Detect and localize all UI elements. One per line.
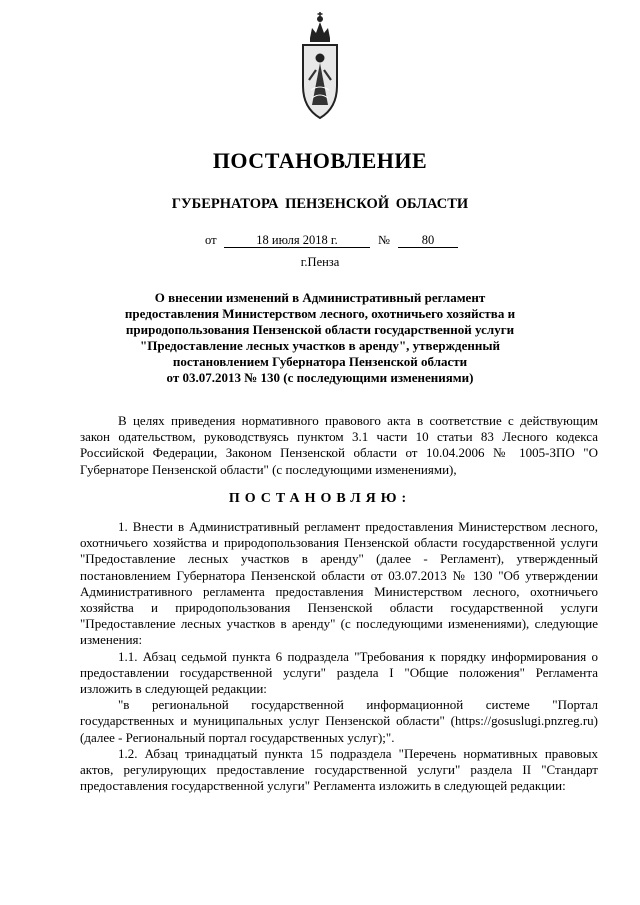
- paragraph: 1.2. Абзац тринадцатый пункта 15 подраздела "Перечень нормативных правовых актов, регулирующих предоставление государственной услуги" раздела II "Стандарт предоставления государственной услуги" Регламента изложить в следующей редакции:: [80, 745, 598, 794]
- paragraph: 1. Внести в Административный регламент предоставления Министерством лесного, охотничьего хозяйства и природопользования Пензенской области государственной услуги "Предоставление лесных участков в аренду" (далее - Регламент), утвержденный постановлением Губернатора Пензенской области от 03.07.2013 № 130 "Об утверждении Административного регламента предоставления Министерством лесного, охотничьего хозяйства и природопользования Пензенской области государственной услуги "Предоставление лесных участков в аренду" (с последующими изменениями), следующие изменения:: [80, 519, 598, 648]
- document-city: г.Пенза: [300, 255, 340, 269]
- heading-line: "Предоставление лесных участков в аренду", утвержденный: [140, 338, 500, 353]
- document-heading: [100, 290, 540, 386]
- document-number: 80: [398, 233, 458, 248]
- heading-line: О внесении изменений в Административный регламент: [154, 290, 486, 305]
- heading-line: предоставления Министерством лесного, охотничьего хозяйства и: [124, 306, 516, 321]
- number-prefix: №: [378, 233, 390, 247]
- document-title: ПОСТАНОВЛЕНИЕ: [212, 148, 428, 173]
- date-prefix: от: [205, 233, 217, 247]
- paragraph: 1.1. Абзац седьмой пункта 6 подраздела "Требования к порядку информирования о предоставлении государственной услуги" раздела I "Общие положения" Регламента изложить в следующей редакции:: [80, 648, 598, 697]
- heading-line: от 03.07.2013 № 130 (с последующими изменениями): [166, 370, 474, 385]
- date-number-line: [0, 233, 640, 249]
- heading-line: природопользования Пензенской области государственной услуги: [125, 322, 515, 337]
- preamble-paragraph: В целях приведения нормативного правового акта в соответствие с действующим закон одательством, руководствуясь пунктом 3.1 части 10 статьи 83 Лесного кодекса Российской Федерации, Законом Пензенской области от 10.04.2006 № 1005-ЗПО "О Губернаторе Пензенской области" (с последующими изменениями),: [80, 413, 598, 477]
- document-issuer: ГУБЕРНАТОРА ПЕНЗЕНСКОЙ ОБЛАСТИ: [171, 196, 469, 212]
- preamble-block: [80, 413, 598, 478]
- decree-word: ПОСТАНОВЛЯЮ:: [228, 491, 412, 506]
- heading-line: постановлением Губернатора Пензенской области: [172, 354, 468, 369]
- paragraph: "в региональной государственной информационной системе "Портал государственных и муниципальных услуг Пензенской области" (https://gosuslugi.pnzreg.ru) (далее - Региональный портал государственных услуг);".: [80, 697, 598, 745]
- penza-coat-of-arms-icon: [297, 8, 343, 128]
- document-date: 18 июля 2018 г.: [224, 233, 370, 248]
- main-text-block: [80, 519, 598, 794]
